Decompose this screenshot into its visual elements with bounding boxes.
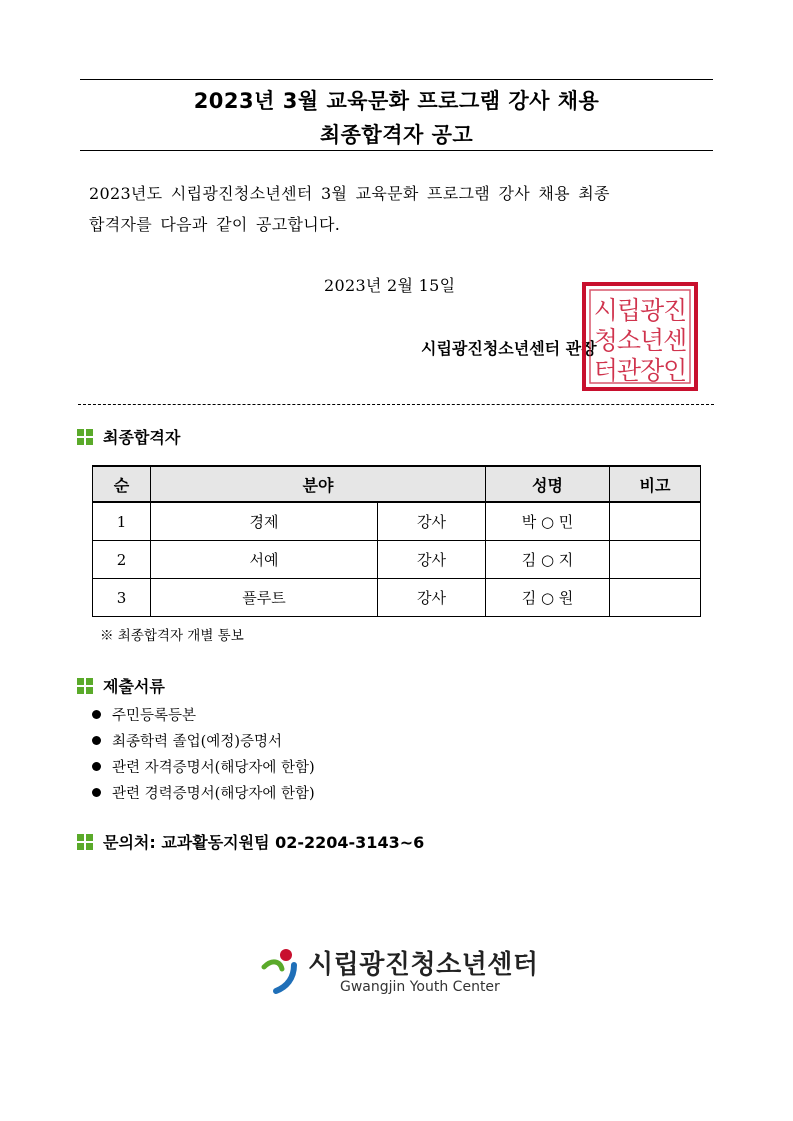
page-title-line1: 2023년 3월 교육문화 프로그램 강사 채용 <box>193 89 600 113</box>
green-square-icon <box>77 678 93 694</box>
announcement-date: 2023년 2월 15일 <box>324 276 456 295</box>
cell-remark <box>610 502 701 541</box>
cell-remark <box>610 579 701 617</box>
logo-korean-name: 시립광진청소년센터 <box>308 950 539 980</box>
title-top-rule <box>80 79 713 80</box>
cell-name: 박 ○ 민 <box>486 502 610 541</box>
list-item-text: 관련 자격증명서(해당자에 한함) <box>112 759 315 776</box>
list-item <box>92 753 315 779</box>
bullet-icon <box>92 788 101 797</box>
list-item-text: 관련 경력증명서(해당자에 한함) <box>112 785 315 802</box>
bullet-icon <box>92 710 101 719</box>
table-row <box>93 502 701 541</box>
section-heading-contact <box>77 830 424 853</box>
final-applicants-table <box>92 465 701 617</box>
header-field: 분야 <box>151 466 486 502</box>
list-item-text: 주민등록등본 <box>112 707 197 724</box>
section-final-label: 최종합격자 <box>103 428 181 447</box>
header-no: 순 <box>93 466 151 502</box>
center-logo <box>260 944 539 995</box>
cell-subject: 서예 <box>151 541 378 579</box>
dashed-divider <box>78 404 714 405</box>
cell-no: 3 <box>93 579 151 617</box>
cell-role: 강사 <box>378 579 486 617</box>
intro-line-2: 합격자를 다음과 같이 공고합니다. <box>89 215 341 234</box>
cell-no: 1 <box>93 502 151 541</box>
cell-name: 김 ○ 원 <box>486 579 610 617</box>
cell-subject: 플루트 <box>151 579 378 617</box>
svg-text:시립광진: 시립광진 <box>593 296 687 325</box>
list-item <box>92 701 315 727</box>
table-header-row <box>93 466 701 502</box>
svg-text:청소년센: 청소년센 <box>593 326 687 355</box>
green-square-icon <box>77 834 93 850</box>
center-logo-icon <box>260 945 302 995</box>
list-item <box>92 779 315 805</box>
table-row <box>93 541 701 579</box>
header-remark: 비고 <box>610 466 701 502</box>
header-name: 성명 <box>486 466 610 502</box>
issuer-name: 시립광진청소년센터 관장 <box>421 339 597 358</box>
bullet-icon <box>92 762 101 771</box>
cell-no: 2 <box>93 541 151 579</box>
title-bottom-rule <box>80 150 713 151</box>
cell-name: 김 ○ 지 <box>486 541 610 579</box>
page-title-line2: 최종합격자 공고 <box>319 123 474 147</box>
official-seal-stamp <box>581 281 699 392</box>
list-item <box>92 727 315 753</box>
list-item-text: 최종학력 졸업(예정)증명서 <box>112 733 282 750</box>
cell-subject: 경제 <box>151 502 378 541</box>
section-heading-docs <box>77 674 165 697</box>
table-row <box>93 579 701 617</box>
section-docs-label: 제출서류 <box>103 677 165 696</box>
section-heading-final <box>77 425 180 448</box>
cell-remark <box>610 541 701 579</box>
logo-english-name: Gwangjin Youth Center <box>340 979 500 995</box>
required-documents-list <box>92 701 315 805</box>
intro-paragraph <box>89 178 699 240</box>
svg-text:터관장인: 터관장인 <box>593 356 687 385</box>
green-square-icon <box>77 429 93 445</box>
cell-role: 강사 <box>378 541 486 579</box>
cell-role: 강사 <box>378 502 486 541</box>
bullet-icon <box>92 736 101 745</box>
intro-line-1: 2023년도 시립광진청소년센터 3월 교육문화 프로그램 강사 채용 최종 <box>89 184 610 203</box>
table-footnote: ※ 최종합격자 개별 통보 <box>100 628 244 644</box>
contact-text: 문의처: 교과활동지원팀 02-2204-3143~6 <box>103 833 425 852</box>
